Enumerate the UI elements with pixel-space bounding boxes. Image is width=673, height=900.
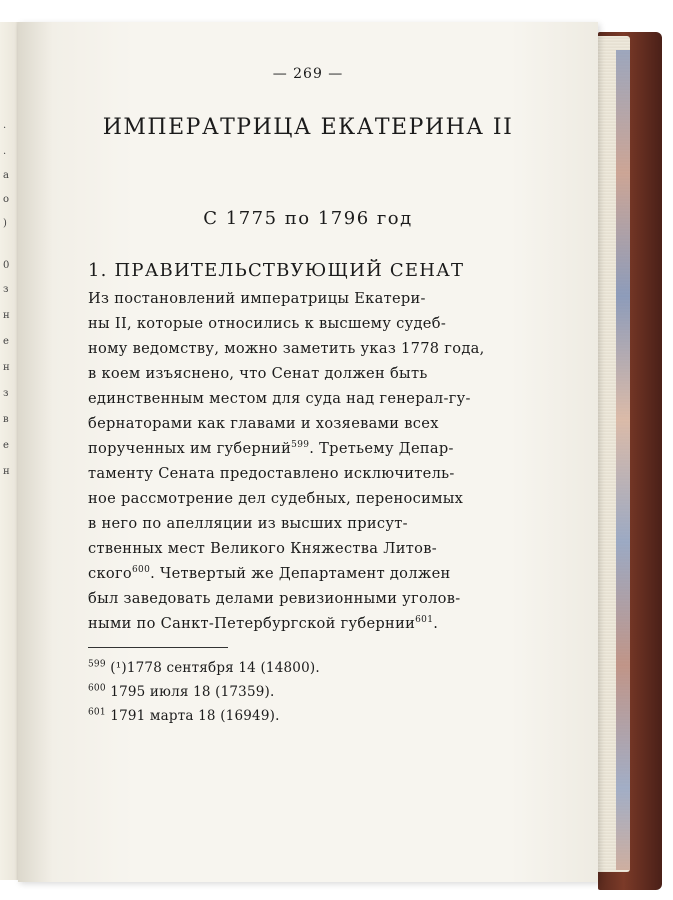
body-line: в коем изъяснено, что Сенат должен быть	[88, 365, 428, 382]
left-margin-mark: з	[3, 388, 9, 399]
footnote-text: 1795 июля 18 (17359).	[110, 684, 275, 700]
marbled-edge	[616, 50, 630, 870]
footnote	[88, 684, 275, 700]
left-margin-mark: в	[3, 414, 9, 425]
footnote-ref: 599	[291, 440, 310, 451]
body-line: ны II, которые относились к высшему судеб-	[88, 315, 447, 332]
body-line-text: . Четвертый же Департамент должен	[150, 565, 451, 582]
footnote	[88, 708, 280, 724]
left-margin-mark: е	[3, 440, 9, 451]
chapter-subtitle: С 1775 по 1796 год	[203, 208, 413, 229]
left-margin-mark: .	[3, 120, 7, 131]
body-line: в него по апелляции из высших присут-	[88, 515, 408, 532]
body-line	[88, 440, 454, 457]
chapter-title: ИМПЕРАТРИЦА ЕКАТЕРИНА II	[102, 115, 514, 140]
left-margin-mark: )	[3, 218, 7, 229]
footnote	[88, 660, 320, 676]
footnote-number: 601	[88, 707, 106, 718]
footnote-text: 1791 марта 18 (16949).	[110, 708, 280, 724]
left-margin-mark: н	[3, 310, 10, 321]
body-line: ное рассмотрение дел судебных, переносимых	[88, 490, 464, 507]
body-line: таменту Сената предоставлено исключитель-	[88, 465, 455, 482]
left-margin-mark: з	[3, 284, 9, 295]
body-line-text: ными по Санкт-Петербургской губернии	[88, 615, 416, 632]
section-heading: 1. ПРАВИТЕЛЬСТВУЮЩИЙ СЕНАТ	[88, 260, 465, 281]
body-line: единственным местом для суда над генерал-гу-	[88, 390, 471, 407]
body-line: ственных мест Великого Княжества Литов-	[88, 540, 437, 557]
left-margin-mark: о	[3, 194, 10, 205]
body-line-text: . Третьему Депар-	[309, 440, 454, 457]
left-margin-mark: .	[3, 146, 7, 157]
left-margin-mark: 0	[3, 260, 10, 271]
body-line-text: ского	[88, 565, 133, 582]
footnote-rule	[88, 647, 228, 648]
left-margin-mark: н	[3, 362, 10, 373]
body-line	[88, 565, 451, 582]
left-margin-mark: а	[3, 170, 9, 181]
footnote-number: 600	[88, 683, 106, 694]
body-line: Из постановлений императрицы Екатери-	[88, 290, 426, 307]
body-line: был заведовать делами ревизионными уголов-	[88, 590, 461, 607]
left-margin-mark: н	[3, 466, 10, 477]
body-line-text: порученных им губерний	[88, 440, 292, 457]
footnote-ref: 600	[132, 565, 151, 576]
right-page	[18, 22, 598, 882]
body-line: ными по Санкт-Петербургской губернии$^{601}$.	[88, 615, 439, 632]
body-line: бернаторами как главами и хозяевами всех	[88, 415, 439, 432]
body-line: ному ведомству, можно заметить указ 1778 года,	[88, 340, 485, 357]
left-margin-mark: е	[3, 336, 9, 347]
footnote-number: 599	[88, 659, 106, 670]
footnote-ref: 601	[415, 615, 434, 626]
footnote-text: (¹)1778 сентября 14 (14800).	[110, 660, 320, 676]
page-number: — 269 —	[272, 66, 344, 82]
